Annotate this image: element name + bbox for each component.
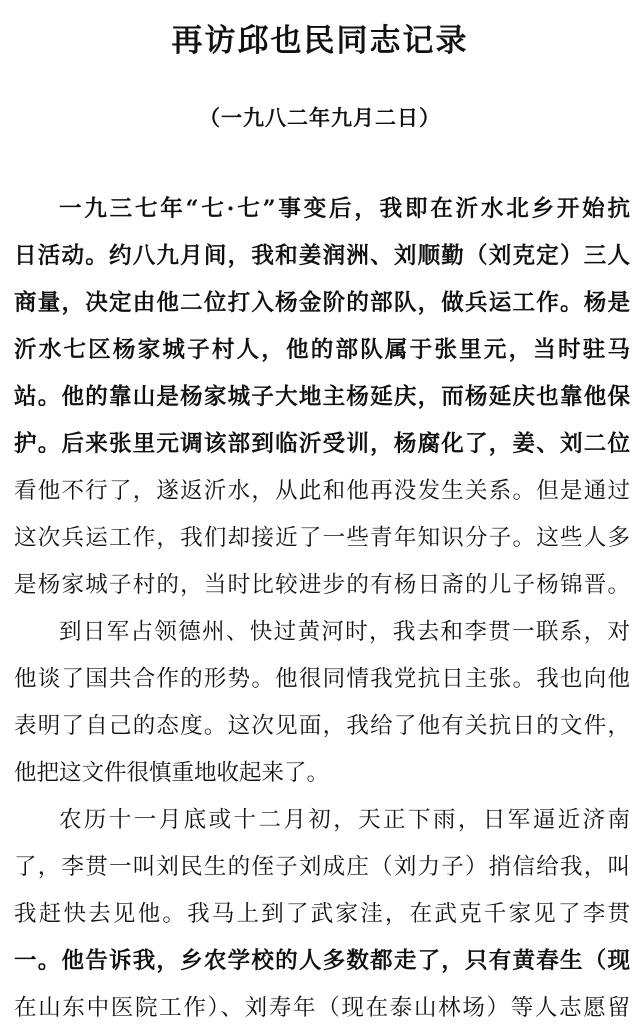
text-line: 一。他告诉我，乡农学校的人多数都走了，只有黄春生（现 — [14, 948, 630, 974]
text-line: 看他不行了，遂返沂水，从此和他再没发生关系。但是通过 — [14, 478, 630, 504]
text-line: 了，李贯一叫刘民生的侄子刘成庄（刘力子）捎信给我，叫 — [14, 854, 630, 880]
text-line: 表明了自己的态度。这次见面，我给了他有关抗日的文件， — [14, 713, 630, 739]
text-line: 沂水七区杨家城子村人，他的部队属于张里元，当时驻马 — [14, 337, 630, 363]
text-line: 商量，决定由他二位打入杨金阶的部队，做兵运工作。杨是 — [14, 290, 630, 316]
text-line: 一九三七年“七·七”事变后，我即在沂水北乡开始抗 — [59, 196, 630, 222]
text-line: 我赶快去见他。我马上到了武家洼，在武克千家见了李贯 — [14, 901, 630, 927]
text-line: 护。后来张里元调该部到临沂受训，杨腐化了，姜、刘二位 — [14, 431, 630, 457]
text-line: 日活动。约八九月间，我和姜润洲、刘顺勤（刘克定）三人 — [14, 243, 630, 269]
text-line: 到日军占领德州、快过黄河时，我去和李贯一联系，对 — [59, 619, 630, 645]
text-line: 农历十一月底或十二月初，天正下雨，日军逼近济南 — [59, 807, 630, 833]
document-title: 再访邱也民同志记录 — [171, 23, 469, 59]
document-body — [14, 186, 630, 1032]
text-line: 是杨家城子村的，当时比较进步的有杨日斋的儿子杨锦晋。 — [14, 572, 630, 598]
text-line: 他把这文件很慎重地收起来了。 — [14, 760, 330, 786]
document-date: （一九八二年九月二日） — [199, 105, 441, 130]
text-line: 这次兵运工作，我们却接近了一些青年知识分子。这些人多 — [14, 525, 630, 551]
text-line: 在山东中医院工作）、刘寿年（现在泰山林场）等人志愿留 — [14, 995, 630, 1021]
text-line: 站。他的靠山是杨家城子大地主杨延庆，而杨延庆也靠他保 — [14, 384, 630, 410]
text-line: 他谈了国共合作的形势。他很同情我党抗日主张。我也向他 — [14, 666, 630, 692]
